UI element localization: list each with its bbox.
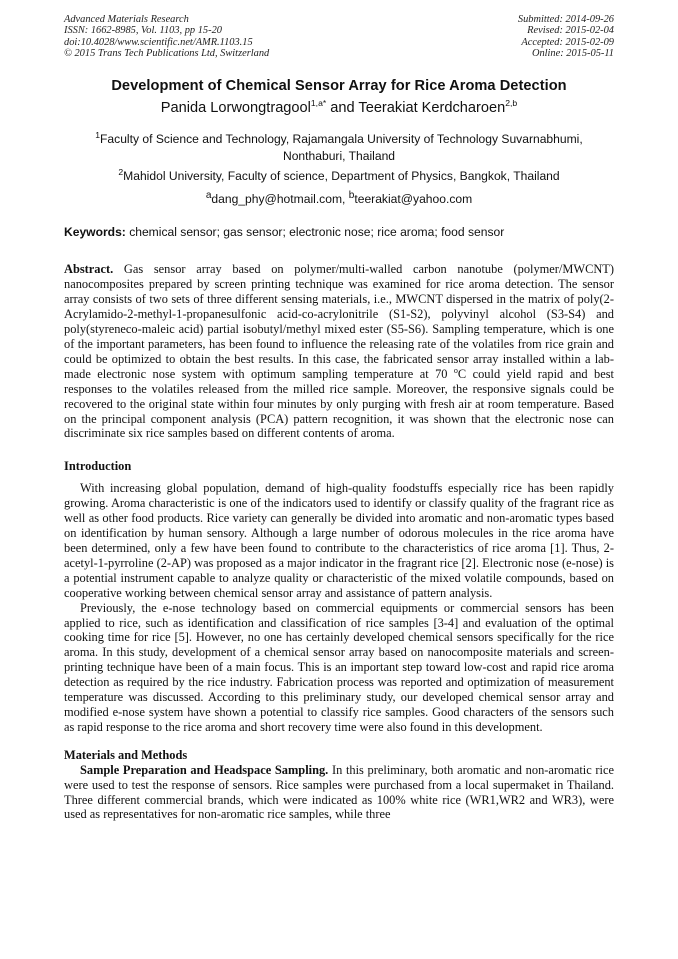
abstract-label: Abstract. [64,262,114,277]
journal-doi[interactable]: doi:10.4028/www.scientific.net/AMR.1103.15 [64,36,253,48]
author-emails [64,188,614,207]
journal-header [64,14,614,60]
methods-paragraph-1 [64,763,614,823]
author-conj: and [326,99,359,116]
introduction-heading: Introduction [64,459,132,474]
introduction-paragraph-2: Previously, the e-nose technology based on commercial equipments or commercial sensors has been applied to rice, such as identification and classification of rice samples [3-4] and evaluation of the optimal cooking time for rice [5]. However, no one has certainly developed chemical sensors specifically for the rice aroma. In this study, development of a chemical sensor array based on nanocomposite materials and screen-printing technique have been of a main focus. This is an important step toward low-cost and rapid rice aroma detection as required by the rice industry. Fabrication process was reported and optimization of measurement temperature was discussed. According to this preliminary study, our developed chemical sensor array and modified e-nose system have shown a potential to classify rice samples. Good characters of the sensors such as rapid response to the rice aroma and short recovery time were also found in this development. [64,600,614,734]
affiliation-1-line2: Nonthaburi, Thailand [282,148,396,163]
journal-issn: ISSN: 1662-8985, Vol. 1103, pp 15-20 [64,25,222,37]
date-revised: Revised: 2015-02-04 [527,25,614,37]
degree-symbol: o [453,365,458,375]
abstract-text-1: Gas sensor array based on polymer/multi-walled carbon nanotube (polymer/MWCNT) nanocomposites prepared by screen printing technique was examined for rice aroma detection. The sensor array consists of two sets of three different sensing materials, i.e., MWCNT dispersed in the matrix of poly(2-Acrylamido-2-methyl-1-propanesulfonic acid-co-acrylonitrile (S1-S2), polyvinyl alcohol (S3-S4) and poly(styreneco-maleic acid) partial isobutyl/methyl mixed ester (S5-S6). Sampling temperature, which is one of the important parameters, has been found to influence the releasing rate of the volatiles from rice grain and could be optimized to obtain the best results. In this case, the fabricated sensor array installed within a lab-made electronic nose system with optimum sampling temperature at 70 [64,262,614,381]
author-2: Teerakiat Kerdcharoen [358,99,506,116]
affiliation-2 [64,164,614,184]
affiliation-2-mark: 2 [118,167,124,178]
journal-copyright: © 2015 Trans Tech Publications Ltd, Switzerland [64,48,270,60]
date-online: Online: 2015-05-11 [531,48,614,60]
email-a-mark: a [205,190,212,202]
introduction-paragraph-1: With increasing global population, demand of high-quality foodstuffs especially rice has been rapidly growing. Aroma characteristic is one of the indicators used to identify or classify quality of the fragrant rice as well as other food products. Rice variety can generally be divided into aromatic and non-aromatic types based on identification by human sensory. Although a large number of odorous molecules in the rice aroma have been determined, only a few have been found to contribute to the characteristics of rice aroma [1]. Thus, 2-acetyl-1-pyrroline (2-AP) was proposed as a major indicator in the fragrant rice [2]. Electronic nose (e-nose) is a potential instrument capable to analyze quality or characteristic of the mixed volatile compounds, based on cooperative working between chemical sensor array and assistance of pattern analysis. [64,481,614,600]
methods-paragraph-1-text: In this preliminary, both aromatic and non-aromatic rice were used to test the response of sensors. Rice samples were purchased from a local supermaket in Thailand. Three different commercial brands, which were indicated as 100% white rice (WR1,WR2 and WR3), were used as representatives for non-aromatic rice samples, while three [64,762,614,822]
abstract [64,262,614,441]
author-list [64,98,614,116]
email-b[interactable]: teerakiat@yahoo.com [354,192,473,207]
keywords-label: Keywords: [64,225,126,240]
affiliation-1-mark: 1 [95,130,101,141]
affiliation-1-line1: Faculty of Science and Technology, Rajamangala University of Technology Suvarnabhumi, [100,132,583,147]
affiliation-2-text: Mahidol University, Faculty of science, Department of Physics, Bangkok, Thailand [123,169,560,184]
date-accepted: Accepted: 2015-02-09 [521,36,614,48]
methods-subheading: Sample Preparation and Headspace Sampling. [80,762,329,777]
author-1-affil: 1,a* [310,97,327,108]
journal-info [64,14,269,60]
keywords [64,225,614,240]
email-a[interactable]: dang_phy@hotmail.com, [211,192,349,207]
abstract-text-2: C could yield rapid and best responses to the volatiles released from the milled rice sample. Moreover, the responsive signals could be recovered to the original state within four minutes by only purging with fresh air at room temperature. Based on the principal component analysis (PCA) pattern recognition, it was shown that the electronic nose can discriminate six rice samples based on different contents of aroma. [64,366,614,441]
methods-heading: Materials and Methods [64,747,188,762]
keywords-text: chemical sensor; gas sensor; electronic nose; rice aroma; food sensor [125,225,505,240]
email-b-mark: b [348,190,355,202]
journal-name: Advanced Materials Research [64,14,189,25]
author-1: Panida Lorwongtragool [160,99,311,116]
author-2-affil: 2,b [505,97,518,108]
date-submitted: Submitted: 2014-09-26 [517,14,614,25]
submission-dates [518,14,614,60]
paper-title: Development of Chemical Sensor Array for Rice Aroma Detection [111,77,567,94]
affiliation-1 [64,127,614,164]
